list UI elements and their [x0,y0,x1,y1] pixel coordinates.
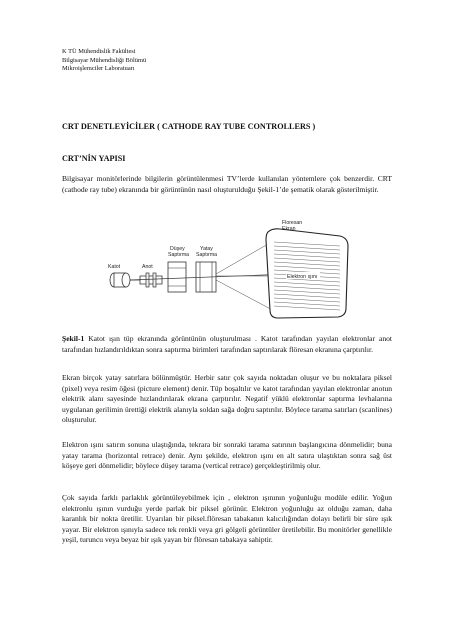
anode-plate [146,273,149,287]
label-horizontal-line1: Yatay [200,246,213,252]
cathode-end [122,273,130,287]
label-vertical-line2: Saptırma [168,252,190,258]
paragraph-screen-lines: Ekran birçok yatay satırlara bölünmüştür. Herbir satır çok sayıda noktadan oluşur ve bu noktalara piksel (pixel) veya resim öğesi (picture element) denir. Tüp boşaltılır ve katot tarafından yayılan elektronlar anotun elektrik alanı sayesinde hızlandırılarak ekrana çarptırılır. Negatif yüklü elektronlar saptırma levhalarına uygulanan gerilimin ürettiği elektrik alanıyla soldan sağa doğru saptırılır. Böylece tarama satırları (scanlines) oluşturulur. [62,373,392,425]
paragraph-retrace: Elektron ışını satırın sonuna ulaştığında, tekrara bir sonraki tarama satırının başlangıcına dönmelidir; buna yatay tarama (horizontal retrace) denir. Aynı şekilde, elektron ışını en alt satıra ulaştıktan sonra sağ üst köşeye geri dönmelidir; böylece düşey tarama (vertical retrace) gerçekleştirilmiş olur. [62,440,392,471]
caption-label: Şekil-1 [62,334,85,343]
header-faculty: K TÜ Mühendislik Fakültesi [62,48,136,55]
label-vertical-line1: Düşey [170,246,185,252]
label-anode: Anot [142,264,153,270]
header-laboratory: Mikroişlemciler Laboratuarı [62,65,135,73]
label-electron-beam: Elektron ışını [287,274,318,280]
label-cathode: Katot [108,264,121,270]
document-header [62,48,146,74]
label-screen-line1: Floresan [282,220,303,226]
document-title: CRT DENETLEYİCİLER ( CATHODE RAY TUBE CONTROLLERS ) [62,122,316,131]
intro-paragraph: Bilgisayar monitörlerinde bilgilerin görüntülenmesi TV’lerde kullanılan yöntemlere çok benzerdir. CRT (cathode ray tube) ekranında bir görüntünün nasıl oluşturulduğu Şekil-1’de şematik olarak gösterilmiştir. [62,174,392,194]
vertical-deflection-plates [168,262,186,292]
paragraph-brightness: Çok sayıda farklı parlaklık görüntüleyebilmek için , elektron ışınının yoğunluğu modüle edilir. Yoğun elektronlu ışının vurduğu yerde parlak bir piksel görünür. Elektron yoğunluğu az olduğu zaman, daha karanlık bir nokta üretilir. Uyarılan bir piksel.flöresan tabakanın kalıcılığından dolayı belirli bir süre ışık yayar. Bir elektron ışınıyla sadece tek renkli veya gri gölgeli görüntüler üretilebilir. Bu monitörler genellikle yeşil, turuncu veya beyaz bir ışık yayan bir flöresan tabakaya sahiptir. [62,493,392,545]
crt-diagram-svg [100,218,360,326]
header-department: Bilgisayar Mühendisliği Bölümü [62,56,147,64]
crt-diagram [100,218,360,326]
label-horizontal-line2: Saptırma [196,252,218,258]
caption-text: Katot ışın tüp ekranında görüntünün oluşturulması . Katot tarafından yayılan elektronlar anot tarafından hızlandırıldıktan sonra saptırma birimleri tarafından saptırılarak flöresan ekranına çarptırılır. [62,334,392,354]
section-title: CRT’NİN YAPISI [62,154,126,163]
figure-caption [62,334,392,355]
label-screen-line2: Ekran [282,226,296,232]
anode-plate-2 [153,273,156,287]
